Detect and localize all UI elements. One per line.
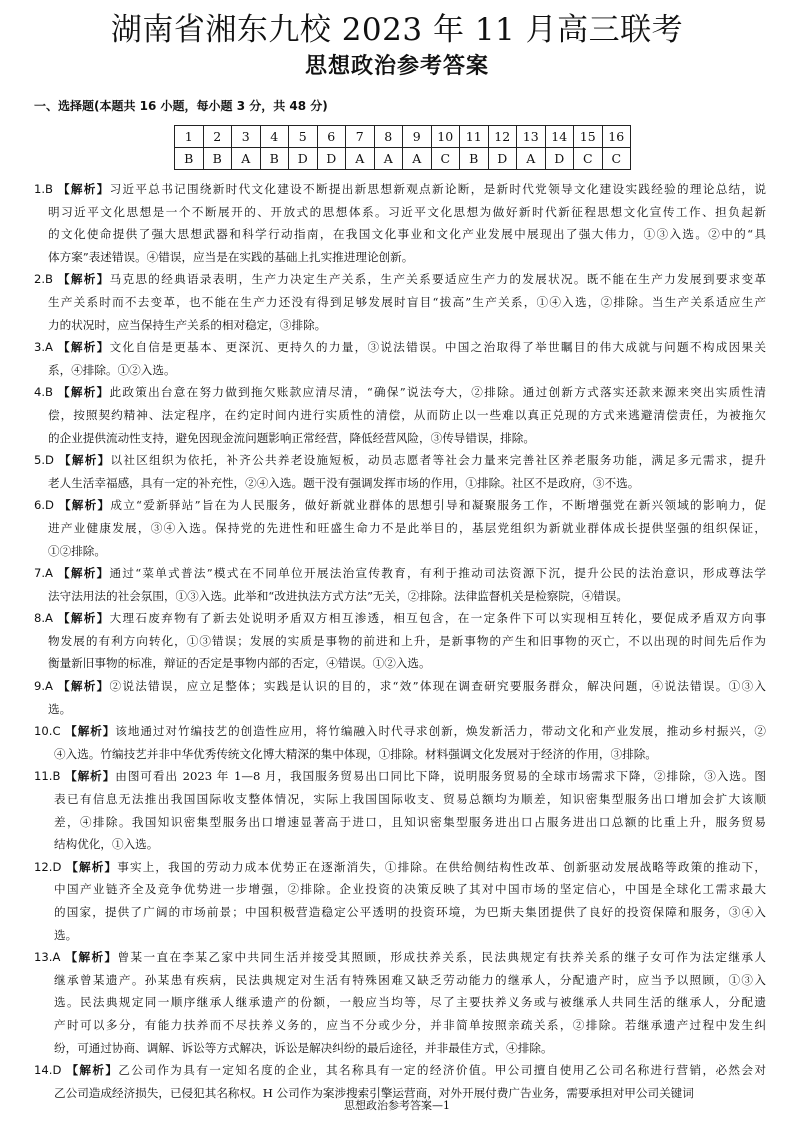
analysis-tag: 【解析】	[58, 611, 110, 626]
analysis-tag: 【解析】	[57, 679, 110, 694]
question-number: 14.D	[34, 1063, 62, 1078]
explanation-item	[34, 675, 766, 720]
explanation-item	[34, 268, 766, 336]
explanation-text: 通过“菜单式普法”模式在不同单位开展法治宣传教育，有利于推动司法资源下沉，提升公民的法治意识，形成尊法学	[109, 566, 767, 581]
question-number: 1.B	[34, 182, 54, 196]
explanation-line: 偿，按照契约精神、法定程序，在约定时间内进行实质性的清偿，从而防止以一些难以真正兑现的方式来逃避清偿责任，为被拖欠	[48, 407, 766, 422]
question-number: 5.D	[34, 453, 54, 468]
answer-table-number-cell: 3	[232, 126, 261, 148]
answer-table-answer-cell: C	[574, 148, 603, 170]
explanation-line: 结构优化，①入选。	[54, 837, 159, 852]
document-subtitle: 思想政治参考答案	[304, 54, 489, 79]
explanation-first-line	[34, 675, 766, 698]
explanation-item	[34, 856, 766, 946]
explanation-line: 乙公司造成经济损失，已侵犯其名称权。H 公司作为案涉搜索引擎运营商，对外开展付费广告业务，需要承担对甲公司关键词	[54, 1085, 694, 1100]
explanation-line: 选。	[54, 927, 78, 942]
explanation-line: 生产关系时而不去变革，也不能在生产力还没有得到足够发展时盲目“拔高”生产关系，①④入选，②排除。当生产关系适应生产	[48, 294, 766, 309]
explanation-text: 该地通过对竹编技艺的创造性应用，将竹编融入时代寻求创新，焕发新活力，带动文化和产业发展，推动乡村振兴，②	[115, 724, 766, 739]
explanation-line: 的文化使命提供了强大思想武器和科学行动指南，在我国文化事业和文化产业发展中展现出了强大伟力，①③入选。②中的“具	[48, 227, 766, 242]
explanation-item	[34, 720, 766, 765]
analysis-tag: 【解析】	[57, 566, 110, 581]
answer-table	[174, 125, 631, 170]
explanation-first-line	[34, 946, 766, 969]
explanation-item	[34, 449, 766, 494]
section-heading: 一、选择题(本题共 16 小题，每小题 3 分，共 48 分)	[34, 99, 328, 113]
question-number: 4.B	[34, 385, 54, 400]
analysis-tag: 【解析】	[65, 950, 118, 965]
explanation-line: 法守法用法的社会氛围，①③入选。此举和“改进执法方式方法”无关，②排除。法律监督机关是检察院，④错误。	[48, 588, 628, 603]
question-number: 6.D	[34, 498, 54, 513]
explanation-line: 力的状况时，应当保持生产关系的相对稳定，③排除。	[48, 317, 327, 332]
question-number: 11.B	[34, 769, 61, 784]
explanation-first-line	[34, 449, 766, 472]
answer-table-number-cell: 9	[403, 126, 432, 148]
question-number: 12.D	[34, 859, 62, 874]
explanation-line: 物发展的有利方向转化，①③错误；发展的实质是事物的前进和上升，是新事物的产生和旧事物的灭亡，不以出现的时间先后作为	[48, 633, 766, 648]
analysis-tag: 【解析】	[65, 724, 116, 739]
explanation-first-line	[34, 381, 766, 404]
explanation-line: 体方案”表述错误。④错误，应当是在实践的基础上扎实推进理论创新。	[48, 249, 414, 264]
question-number: 13.A	[34, 950, 61, 965]
explanation-text: 大理石废弃物有了新去处说明矛盾双方相互渗透，相互包含，在一定条件下可以实现相互转化，要促成矛盾双方向事	[109, 611, 766, 626]
explanation-line: 进产业健康发展，③④入选。保持党的先进性和旺盛生命力不是此举目的，基层党组织为新就业群体成长提供坚强的组织保证，	[48, 520, 766, 535]
analysis-tag: 【解析】	[65, 769, 116, 784]
explanation-line: 中国产业链齐全及竞争优势进一步增强，②排除。企业投资的决策反映了其对中国市场的坚定信心，中国是全球化工需求最大	[54, 882, 766, 897]
explanation-first-line	[34, 1059, 766, 1082]
explanation-text: 曾某一直在李某乙家中共同生活并接受其照顾，形成扶养关系，民法典规定有扶养关系的继子女可作为法定继承人	[117, 950, 766, 965]
answer-table-answer-cell: A	[517, 148, 546, 170]
answer-table-answer-cell: A	[232, 148, 261, 170]
explanation-first-line	[34, 856, 766, 879]
question-number: 7.A	[34, 566, 53, 581]
analysis-tag: 【解析】	[66, 1063, 119, 1078]
question-number: 2.B	[34, 272, 54, 287]
answer-table-answer-cell: D	[289, 148, 318, 170]
answer-table-answer-cell: C	[431, 148, 460, 170]
answer-table-answer-cell: D	[545, 148, 574, 170]
explanations-list	[34, 178, 766, 1104]
analysis-tag: 【解析】	[66, 859, 118, 874]
explanation-line: 老人生活幸福感，具有一定的补充性，②④入选。题干没有强调发挥市场的作用，①排除。社区不是政府，③不选。	[48, 475, 640, 490]
answer-table-number-row	[175, 126, 631, 148]
explanation-text: 习近平总书记围绕新时代文化建设不断提出新思想新观点新论断，是新时代党领导文化建设实践经验的理论总结，说	[109, 182, 766, 196]
answer-table-number-cell: 10	[431, 126, 460, 148]
explanation-line: 的企业提供流动性支持，避免因现金流问题影响正常经营，降低经营风险，③传导错误，排除。	[48, 430, 535, 445]
answer-table-answer-cell: A	[403, 148, 432, 170]
answer-table-number-cell: 15	[574, 126, 603, 148]
question-number: 10.C	[34, 724, 61, 739]
explanation-text: ②说法错误，应立足整体；实践是认识的目的，求“效”体现在调查研究要服务群众，解决问题，④说法错误。①③入	[109, 679, 767, 694]
answer-table-number-cell: 4	[260, 126, 289, 148]
analysis-tag: 【解析】	[58, 182, 110, 196]
explanation-text: 文化自信是更基本、更深沉、更持久的力量，③说法错误。中国之治取得了举世瞩目的伟大成就与问题不构成因果关	[109, 340, 766, 355]
answer-table-number-cell: 14	[545, 126, 574, 148]
explanation-line: 系，④排除。①②入选。	[48, 362, 176, 377]
explanation-line: 选。	[48, 701, 72, 716]
analysis-tag: 【解析】	[57, 385, 110, 400]
explanation-line: 继承曾某遗产。孙某患有疾病，民法典规定对生活有特殊困难又缺乏劳动能力的继承人，分配遗产时，应当予以照顾，①③入	[54, 972, 766, 987]
answer-table-answer-cell: C	[602, 148, 631, 170]
answer-table-number-cell: 5	[289, 126, 318, 148]
answer-table-number-cell: 1	[175, 126, 204, 148]
explanation-first-line	[34, 336, 766, 359]
answer-table-answer-cell: B	[260, 148, 289, 170]
page-footer: 思想政治参考答案—1	[344, 1099, 450, 1112]
answer-table-number-cell: 12	[488, 126, 517, 148]
explanation-item	[34, 946, 766, 1059]
explanation-line: ①②排除。	[48, 543, 106, 558]
answer-table-number-cell: 16	[602, 126, 631, 148]
answer-table-answer-row	[175, 148, 631, 170]
explanation-item	[34, 178, 766, 268]
explanation-text: 乙公司作为具有一定知名度的企业，其名称具有一定的经济价值。甲公司擅自使用乙公司名称进行营销，必然会对	[118, 1063, 766, 1078]
explanation-line: 衡量新旧事物的标准，辩证的否定是事物内部的否定，④错误。①②入选。	[48, 656, 431, 671]
explanation-line: 表已有信息无法推出我国国际收支整体情况，实际上我国国际收支、贸易总额均为顺差，知识密集型服务出口增加会扩大该顺	[54, 792, 766, 807]
explanation-text: 马克思的经典语录表明，生产力决定生产关系，生产关系要适应生产力的发展状况。既不能在生产力发展到要求变革	[109, 272, 766, 287]
answer-table-answer-cell: A	[346, 148, 375, 170]
explanation-line: 选。民法典规定同一顺序继承人继承遗产的份额，一般应当均等，尽了主要扶养义务或与被继承人共同生活的继承人，分配遗	[54, 995, 766, 1010]
explanation-item	[34, 494, 766, 562]
answer-table-number-cell: 6	[317, 126, 346, 148]
answer-table-answer-cell: B	[460, 148, 489, 170]
explanation-line: 的国家，提供了广阔的市场前景；中国积极营造稳定公平透明的投资环境，为巴斯夫集团提供了良好的投资保障和服务，③④入	[54, 905, 766, 919]
explanation-first-line	[34, 720, 766, 743]
explanation-item	[34, 381, 766, 449]
explanation-line: 产时可以多分，有能力扶养而不尽扶养义务的，应当不分或少分，并非简单按照亲疏关系，②排除。若继承遗产过程中发生纠	[54, 1017, 766, 1032]
explanation-first-line	[34, 494, 766, 517]
explanation-item	[34, 562, 766, 607]
explanation-text: 成立“爱新驿站”旨在为人民服务，做好新就业群体的思想引导和凝聚服务工作，不断增强党在新兴领域的影响力，促	[110, 498, 766, 513]
answer-table-answer-cell: B	[175, 148, 204, 170]
explanation-first-line	[34, 268, 766, 291]
question-number: 3.A	[34, 340, 53, 355]
explanation-first-line	[34, 178, 766, 201]
analysis-tag: 【解析】	[58, 498, 111, 513]
question-number: 9.A	[34, 679, 53, 694]
answer-table-number-cell: 13	[517, 126, 546, 148]
explanation-item	[34, 765, 766, 855]
answer-table-answer-cell: D	[317, 148, 346, 170]
question-number: 8.A	[34, 611, 53, 626]
answer-table-answer-cell: B	[203, 148, 232, 170]
analysis-tag: 【解析】	[58, 272, 110, 287]
answer-table-number-cell: 8	[374, 126, 403, 148]
answer-table-answer-cell: A	[374, 148, 403, 170]
document-title: 湖南省湘东九校 2023 年 11 月高三联考	[110, 12, 684, 48]
analysis-tag: 【解析】	[58, 453, 111, 468]
explanation-first-line	[34, 607, 766, 630]
answer-table-number-cell: 11	[460, 126, 489, 148]
explanation-item	[34, 607, 766, 675]
explanation-first-line	[34, 562, 766, 585]
explanation-line: 差，④排除。我国知识密集型服务出口增速显著高于进口，且知识密集型服务进出口占服务进出口总额的比重上升，服务贸易	[54, 814, 766, 829]
explanation-text: 由图可看出 2023 年 1—8 月，我国服务贸易出口同比下降，说明服务贸易的全球市场需求下降，②排除，③入选。图	[115, 769, 766, 784]
explanation-line: 明习近平文化思想是一个不断展开的、开放式的思想体系。习近平文化思想为做好新时代新征程思想文化宣传工作、担负起新	[48, 204, 766, 219]
explanation-first-line	[34, 765, 766, 788]
explanation-text: 以社区组织为依托，补齐公共养老设施短板，动员志愿者等社会力量来完善社区养老服务功能，满足多元需求，提升	[110, 453, 766, 468]
explanation-item	[34, 336, 766, 381]
answer-table-number-cell: 2	[203, 126, 232, 148]
explanation-text: 事实上，我国的劳动力成本优势正在逐渐消失，①排除。在供给侧结构性改革、创新驱动发展战略等政策的推动下，	[117, 859, 766, 874]
explanation-text: 此政策出台意在努力做到拖欠账款应清尽清，“确保”说法夸大，②排除。通过创新方式落实还款来源来突出实质性清	[109, 385, 767, 400]
analysis-tag: 【解析】	[58, 340, 110, 355]
explanation-line: 纷，可通过协商、调解、诉讼等方式解决，诉讼是解决纠纷的最后途径，并非最佳方式，④排除。	[54, 1040, 553, 1055]
answer-table-number-cell: 7	[346, 126, 375, 148]
explanation-line: ④入选。竹编技艺并非中华优秀传统文化博大精深的集中体现，①排除。材料强调文化发展对于经济的作用，③排除。	[54, 746, 657, 761]
answer-table-answer-cell: D	[488, 148, 517, 170]
